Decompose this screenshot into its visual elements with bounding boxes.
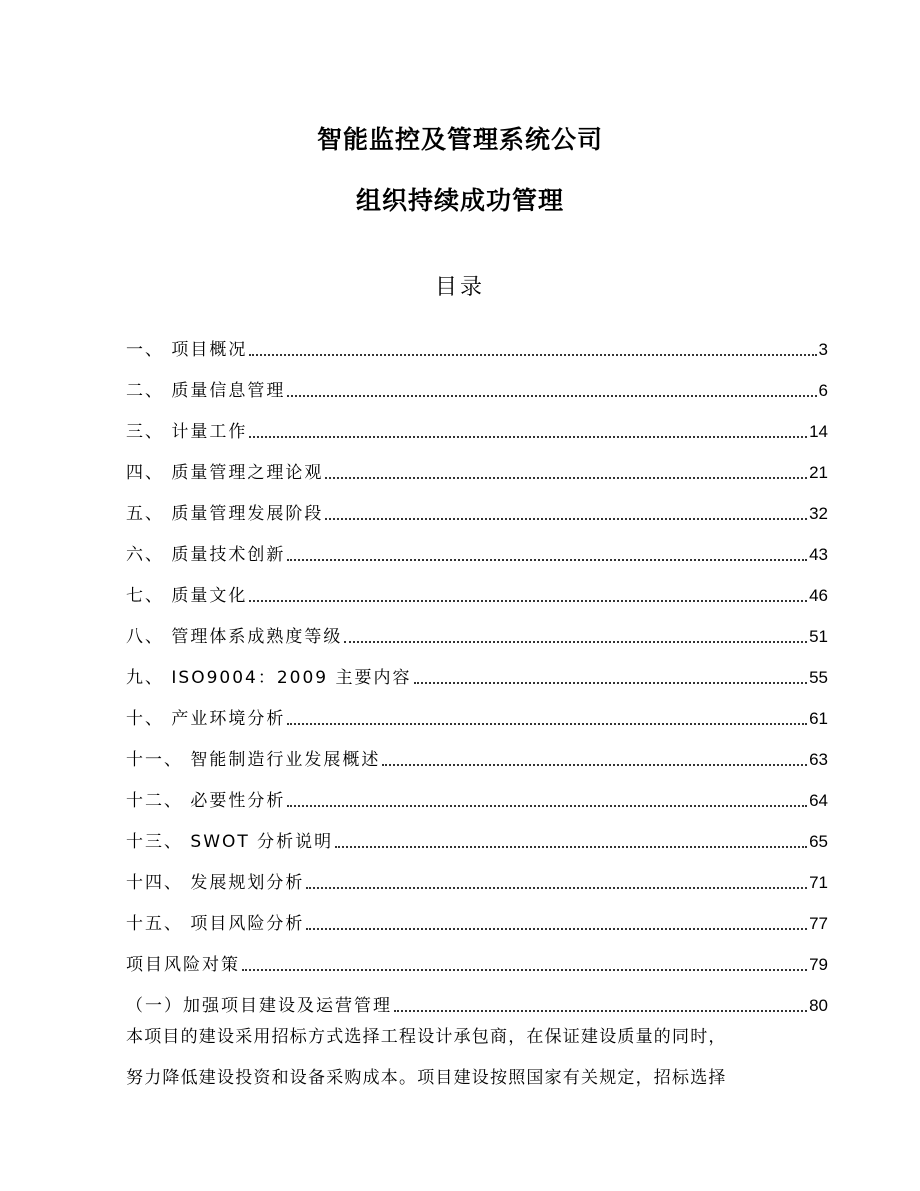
toc-entry[interactable] [126,486,828,527]
toc-entry-label: 十三、 SWOT 分析说明 [126,832,334,852]
toc-entry[interactable] [126,691,828,732]
toc-entry-label: （一）加强项目建设及运营管理 [126,996,392,1016]
toc-entry-page: 61 [809,709,828,728]
toc-entry-page: 77 [809,914,828,933]
toc-entry-label: 九、 ISO9004：2009 主要内容 [126,668,412,688]
toc-dot-leader [249,353,816,356]
toc-entry-label: 五、 质量管理发展阶段 [126,504,324,524]
document-subtitle: 组织持续成功管理 [355,186,564,215]
toc-dot-leader [306,886,807,889]
toc-dot-leader [335,845,807,848]
toc-entry-label: 项目风险对策 [126,955,240,975]
toc-entry[interactable] [126,322,828,363]
toc-entry[interactable] [126,773,828,814]
table-of-contents [126,322,828,1019]
toc-entry-label: 一、 项目概况 [126,340,248,360]
toc-entry-label: 十、 产业环境分析 [126,709,286,729]
toc-entry-page: 64 [809,791,828,810]
toc-entry-page: 51 [809,627,828,646]
toc-entry-page: 46 [809,586,828,605]
toc-entry[interactable] [126,732,828,773]
toc-dot-leader [242,968,807,971]
toc-entry-page: 65 [809,832,828,851]
toc-entry[interactable] [126,363,828,404]
toc-dot-leader [414,681,808,684]
document-title: 智能监控及管理系统公司 [316,125,603,154]
toc-dot-leader [249,599,807,602]
toc-entry-page: 80 [809,996,828,1015]
body-line: 本项目的建设采用招标方式选择工程设计承包商，在保证建设质量的同时， [126,1027,727,1047]
toc-entry-label: 十四、 发展规划分析 [126,873,305,893]
toc-dot-leader [306,927,807,930]
toc-heading: 目录 [434,275,485,300]
toc-dot-leader [325,476,807,479]
toc-dot-leader [287,722,807,725]
toc-entry-label: 十二、 必要性分析 [126,791,286,811]
toc-dot-leader [382,763,807,766]
toc-entry-label: 十五、 项目风险分析 [126,914,305,934]
toc-entry[interactable] [126,814,828,855]
toc-entry-page: 71 [809,873,828,892]
toc-dot-leader [287,804,807,807]
toc-dot-leader [287,558,807,561]
toc-entry-page: 55 [809,668,828,687]
toc-entry[interactable] [126,527,828,568]
toc-entry-label: 二、 质量信息管理 [126,381,286,401]
toc-entry-label: 十一、 智能制造行业发展概述 [126,750,381,770]
toc-entry[interactable] [126,609,828,650]
toc-entry[interactable] [126,650,828,691]
toc-entry[interactable] [126,896,828,937]
toc-dot-leader [394,1009,807,1012]
toc-dot-leader [325,517,807,520]
toc-entry-page: 79 [809,955,828,974]
toc-entry-page: 21 [809,463,828,482]
toc-entry-page: 3 [818,340,828,359]
toc-entry-page: 14 [809,422,828,441]
toc-entry-page: 43 [809,545,828,564]
body-line: 努力降低建设投资和设备采购成本。项目建设按照国家有关规定，招标选择 [126,1068,727,1088]
toc-entry-page: 63 [809,750,828,769]
toc-dot-leader [287,394,816,397]
toc-entry-label: 七、 质量文化 [126,586,248,606]
toc-entry[interactable] [126,568,828,609]
toc-entry-label: 四、 质量管理之理论观 [126,463,324,483]
toc-entry-page: 32 [809,504,828,523]
toc-dot-leader [344,640,807,643]
toc-entry[interactable] [126,937,828,978]
toc-dot-leader [249,435,807,438]
toc-entry-label: 三、 计量工作 [126,422,248,442]
toc-entry-label: 八、 管理体系成熟度等级 [126,627,343,647]
toc-entry-label: 六、 质量技术创新 [126,545,286,565]
toc-entry[interactable] [126,978,828,1019]
toc-entry[interactable] [126,404,828,445]
toc-entry[interactable] [126,855,828,896]
toc-entry[interactable] [126,445,828,486]
toc-entry-page: 6 [818,381,828,400]
body-paragraph [126,1017,826,1099]
